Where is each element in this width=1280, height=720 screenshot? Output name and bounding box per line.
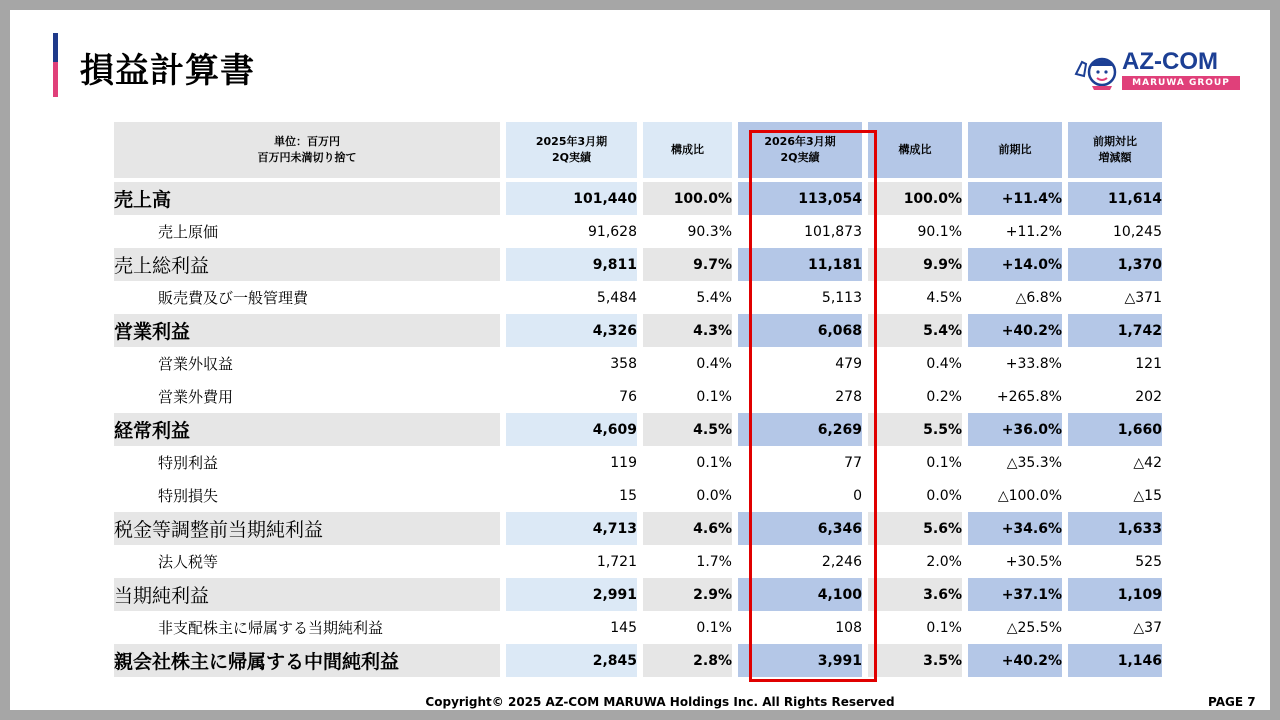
diff-amount: 1,660 bbox=[1068, 413, 1168, 446]
curr-ratio: 0.0% bbox=[868, 479, 968, 512]
curr-ratio: 0.1% bbox=[868, 446, 968, 479]
curr-ratio: 0.1% bbox=[868, 611, 968, 644]
diff-amount: 1,146 bbox=[1068, 644, 1168, 677]
row-label: 営業外費用 bbox=[114, 380, 506, 413]
row-label: 営業利益 bbox=[114, 314, 506, 347]
table-row bbox=[114, 215, 1168, 248]
prev-value: 5,484 bbox=[506, 281, 643, 314]
header-prev-year: 2025年3月期 bbox=[535, 135, 608, 148]
curr-value: 278 bbox=[738, 380, 868, 413]
yoy-change: +37.1% bbox=[968, 578, 1068, 611]
curr-ratio: 9.9% bbox=[868, 248, 968, 281]
diff-amount: △15 bbox=[1068, 479, 1168, 512]
table-row bbox=[114, 182, 1168, 215]
table-row bbox=[114, 347, 1168, 380]
row-label: 特別利益 bbox=[114, 446, 506, 479]
header-diff bbox=[1068, 122, 1168, 182]
prev-value: 4,609 bbox=[506, 413, 643, 446]
prev-value: 76 bbox=[506, 380, 643, 413]
table-row bbox=[114, 644, 1168, 677]
diff-amount: 121 bbox=[1068, 347, 1168, 380]
yoy-change: +11.2% bbox=[968, 215, 1068, 248]
header-ratio-prev: 構成比 bbox=[643, 122, 738, 182]
header-diff-line1: 前期対比 bbox=[1093, 135, 1137, 148]
curr-value: 2,246 bbox=[738, 545, 868, 578]
diff-amount: △371 bbox=[1068, 281, 1168, 314]
diff-amount: 1,109 bbox=[1068, 578, 1168, 611]
row-label: 営業外収益 bbox=[114, 347, 506, 380]
prev-ratio: 100.0% bbox=[643, 182, 738, 215]
curr-ratio: 5.4% bbox=[868, 314, 968, 347]
row-label: 売上高 bbox=[114, 182, 506, 215]
row-label: 売上原価 bbox=[114, 215, 506, 248]
header-prev-period bbox=[506, 122, 643, 182]
prev-value: 119 bbox=[506, 446, 643, 479]
diff-amount: 1,370 bbox=[1068, 248, 1168, 281]
yoy-change: △100.0% bbox=[968, 479, 1068, 512]
prev-ratio: 4.5% bbox=[643, 413, 738, 446]
curr-value: 6,068 bbox=[738, 314, 868, 347]
curr-ratio: 4.5% bbox=[868, 281, 968, 314]
diff-amount: 1,633 bbox=[1068, 512, 1168, 545]
prev-value: 15 bbox=[506, 479, 643, 512]
curr-ratio: 100.0% bbox=[868, 182, 968, 215]
diff-amount: △37 bbox=[1068, 611, 1168, 644]
curr-value: 5,113 bbox=[738, 281, 868, 314]
yoy-change: △25.5% bbox=[968, 611, 1068, 644]
row-label: 経常利益 bbox=[114, 413, 506, 446]
diff-amount: 10,245 bbox=[1068, 215, 1168, 248]
prev-ratio: 0.4% bbox=[643, 347, 738, 380]
curr-value: 4,100 bbox=[738, 578, 868, 611]
yoy-change: +14.0% bbox=[968, 248, 1068, 281]
yoy-change: +33.8% bbox=[968, 347, 1068, 380]
row-label: 税金等調整前当期純利益 bbox=[114, 512, 506, 545]
header-curr-period bbox=[738, 122, 868, 182]
curr-ratio: 0.4% bbox=[868, 347, 968, 380]
yoy-change: △6.8% bbox=[968, 281, 1068, 314]
header-yoy: 前期比 bbox=[968, 122, 1068, 182]
row-label: 特別損失 bbox=[114, 479, 506, 512]
prev-value: 9,811 bbox=[506, 248, 643, 281]
logo-subtext: MARUWA GROUP bbox=[1122, 76, 1240, 90]
prev-ratio: 0.0% bbox=[643, 479, 738, 512]
row-label: 当期純利益 bbox=[114, 578, 506, 611]
prev-ratio: 0.1% bbox=[643, 611, 738, 644]
curr-value: 6,269 bbox=[738, 413, 868, 446]
header-prev-q: 2Q実績 bbox=[551, 151, 591, 164]
yoy-change: +11.4% bbox=[968, 182, 1068, 215]
curr-ratio: 2.0% bbox=[868, 545, 968, 578]
prev-value: 2,991 bbox=[506, 578, 643, 611]
table-row bbox=[114, 314, 1168, 347]
truncation-note: 百万円未満切り捨て bbox=[257, 151, 357, 164]
slide bbox=[10, 10, 1270, 710]
prev-ratio: 0.1% bbox=[643, 446, 738, 479]
table-row bbox=[114, 611, 1168, 644]
row-label: 親会社株主に帰属する中間純利益 bbox=[114, 644, 506, 677]
table-row bbox=[114, 479, 1168, 512]
prev-value: 2,845 bbox=[506, 644, 643, 677]
page-title: 損益計算書 bbox=[80, 51, 255, 91]
prev-ratio: 1.7% bbox=[643, 545, 738, 578]
prev-value: 358 bbox=[506, 347, 643, 380]
curr-ratio: 5.6% bbox=[868, 512, 968, 545]
curr-value: 3,991 bbox=[738, 644, 868, 677]
diff-amount: 11,614 bbox=[1068, 182, 1168, 215]
curr-value: 77 bbox=[738, 446, 868, 479]
diff-amount: 202 bbox=[1068, 380, 1168, 413]
yoy-change: +34.6% bbox=[968, 512, 1068, 545]
yoy-change: +265.8% bbox=[968, 380, 1068, 413]
table-body bbox=[114, 182, 1168, 677]
header-ratio-curr: 構成比 bbox=[868, 122, 968, 182]
yoy-change: +40.2% bbox=[968, 644, 1068, 677]
curr-ratio: 5.5% bbox=[868, 413, 968, 446]
diff-amount: 525 bbox=[1068, 545, 1168, 578]
mascot-icon bbox=[1072, 52, 1120, 90]
row-label: 売上総利益 bbox=[114, 248, 506, 281]
prev-value: 145 bbox=[506, 611, 643, 644]
curr-value: 6,346 bbox=[738, 512, 868, 545]
table-row bbox=[114, 413, 1168, 446]
company-logo bbox=[1072, 48, 1242, 90]
prev-value: 101,440 bbox=[506, 182, 643, 215]
table-row bbox=[114, 446, 1168, 479]
prev-ratio: 90.3% bbox=[643, 215, 738, 248]
prev-value: 4,326 bbox=[506, 314, 643, 347]
yoy-change: △35.3% bbox=[968, 446, 1068, 479]
curr-value: 108 bbox=[738, 611, 868, 644]
table-row bbox=[114, 545, 1168, 578]
prev-ratio: 5.4% bbox=[643, 281, 738, 314]
curr-value: 101,873 bbox=[738, 215, 868, 248]
yoy-change: +30.5% bbox=[968, 545, 1068, 578]
curr-value: 11,181 bbox=[738, 248, 868, 281]
income-statement-table bbox=[114, 122, 1168, 677]
title-accent-bar bbox=[53, 33, 58, 97]
table-row bbox=[114, 380, 1168, 413]
curr-value: 479 bbox=[738, 347, 868, 380]
curr-ratio: 90.1% bbox=[868, 215, 968, 248]
curr-ratio: 3.6% bbox=[868, 578, 968, 611]
yoy-change: +36.0% bbox=[968, 413, 1068, 446]
prev-ratio: 9.7% bbox=[643, 248, 738, 281]
logo-text: AZ-COM bbox=[1122, 48, 1218, 75]
prev-ratio: 4.6% bbox=[643, 512, 738, 545]
curr-value: 0 bbox=[738, 479, 868, 512]
row-label: 販売費及び一般管理費 bbox=[114, 281, 506, 314]
prev-value: 1,721 bbox=[506, 545, 643, 578]
header-curr-q: 2Q実績 bbox=[780, 151, 820, 164]
yoy-change: +40.2% bbox=[968, 314, 1068, 347]
diff-amount: △42 bbox=[1068, 446, 1168, 479]
curr-value: 113,054 bbox=[738, 182, 868, 215]
prev-value: 91,628 bbox=[506, 215, 643, 248]
prev-value: 4,713 bbox=[506, 512, 643, 545]
table-row bbox=[114, 281, 1168, 314]
unit-line: 単位：百万円 bbox=[274, 135, 340, 148]
page-number: PAGE 7 bbox=[1208, 695, 1256, 709]
copyright-footer: Copyright© 2025 AZ-COM MARUWA Holdings Inc. All Rights Reserved bbox=[425, 695, 895, 709]
diff-amount: 1,742 bbox=[1068, 314, 1168, 347]
table-row bbox=[114, 578, 1168, 611]
prev-ratio: 2.8% bbox=[643, 644, 738, 677]
table-row bbox=[114, 512, 1168, 545]
unit-note bbox=[114, 122, 506, 182]
header-diff-line2: 増減額 bbox=[1098, 151, 1132, 164]
table-header-row bbox=[114, 122, 1168, 182]
prev-ratio: 2.9% bbox=[643, 578, 738, 611]
table-row bbox=[114, 248, 1168, 281]
header-curr-year: 2026年3月期 bbox=[764, 135, 836, 148]
prev-ratio: 0.1% bbox=[643, 380, 738, 413]
prev-ratio: 4.3% bbox=[643, 314, 738, 347]
row-label: 非支配株主に帰属する当期純利益 bbox=[114, 611, 506, 644]
row-label: 法人税等 bbox=[114, 545, 506, 578]
curr-ratio: 0.2% bbox=[868, 380, 968, 413]
curr-ratio: 3.5% bbox=[868, 644, 968, 677]
